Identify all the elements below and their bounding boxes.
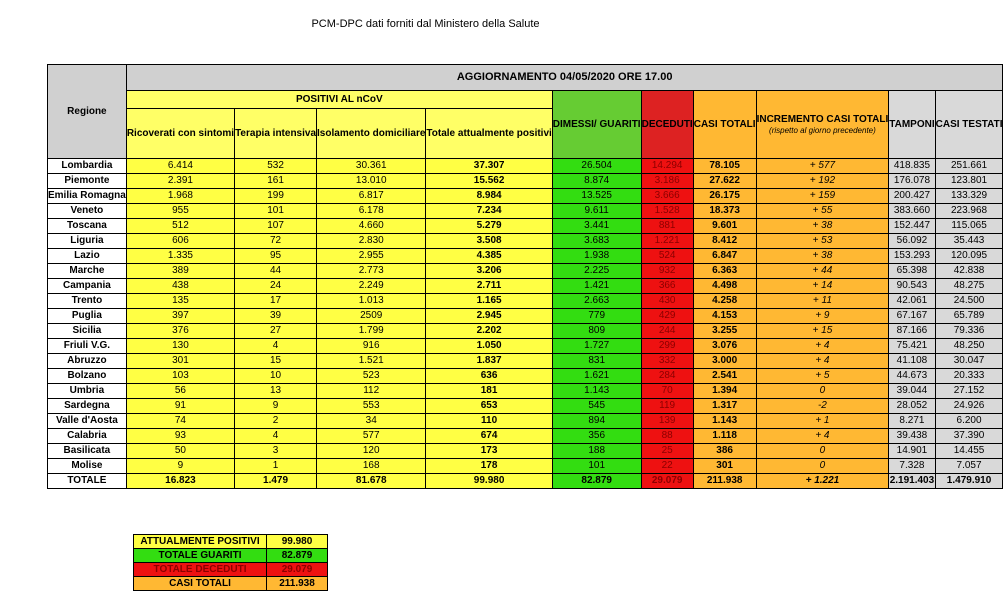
cell-tamponi: 41.108 [889,354,935,369]
cell-isolamento: 81.678 [317,474,426,489]
cell-dimessi: 3.683 [552,234,641,249]
cell-testati: 120.095 [935,249,1003,264]
cell-dimessi: 1.938 [552,249,641,264]
cell-regione: Lazio [48,249,127,264]
cell-tamponi: 7.328 [889,459,935,474]
cell-testati: 30.047 [935,354,1003,369]
cell-casi: 4.153 [693,309,756,324]
cell-terapia: 1 [235,459,317,474]
cell-incremento: + 4 [756,339,889,354]
cell-isolamento: 13.010 [317,174,426,189]
cell-casi: 2.541 [693,369,756,384]
cell-regione: Campania [48,279,127,294]
summary-label: TOTALE GUARITI [134,549,267,563]
header-incremento-sub: (rispetto al giorno precedente) [769,125,876,135]
cell-terapia: 4 [235,339,317,354]
summary-row [134,535,328,549]
cell-isolamento: 4.660 [317,219,426,234]
cell-tamponi: 418.835 [889,159,935,174]
summary-row [134,549,328,563]
cell-tamponi: 42.061 [889,294,935,309]
cell-isolamento: 916 [317,339,426,354]
cell-dimessi: 26.504 [552,159,641,174]
cell-deceduti: 22 [641,459,693,474]
cell-testati: 48.250 [935,339,1003,354]
cell-totale: 2.711 [426,279,552,294]
header-update: AGGIORNAMENTO 04/05/2020 ORE 17.00 [126,65,1003,91]
cell-deceduti: 25 [641,444,693,459]
cell-isolamento: 2.773 [317,264,426,279]
cell-ricoverati: 9 [126,459,234,474]
cell-testati: 79.336 [935,324,1003,339]
cell-totale: 5.279 [426,219,552,234]
cell-terapia: 39 [235,309,317,324]
cell-terapia: 10 [235,369,317,384]
cell-dimessi: 2.225 [552,264,641,279]
cell-casi: 18.373 [693,204,756,219]
cell-regione: Basilicata [48,444,127,459]
cell-casi: 6.847 [693,249,756,264]
cell-terapia: 2 [235,414,317,429]
cell-dimessi: 779 [552,309,641,324]
cell-totale: 674 [426,429,552,444]
cell-dimessi: 82.879 [552,474,641,489]
cell-testati: 35.443 [935,234,1003,249]
cell-totale: 636 [426,369,552,384]
header-casi-testati: CASI TESTATI [935,91,1003,159]
cell-isolamento: 1.521 [317,354,426,369]
cell-casi: 3.076 [693,339,756,354]
cell-terapia: 3 [235,444,317,459]
cell-incremento: + 1.221 [756,474,889,489]
table-row [48,174,1003,189]
cell-isolamento: 2.955 [317,249,426,264]
cell-ricoverati: 93 [126,429,234,444]
cell-terapia: 17 [235,294,317,309]
cell-terapia: 107 [235,219,317,234]
cell-terapia: 13 [235,384,317,399]
cell-ricoverati: 606 [126,234,234,249]
cell-deceduti: 366 [641,279,693,294]
cell-totale: 653 [426,399,552,414]
cell-tamponi: 44.673 [889,369,935,384]
cell-deceduti: 299 [641,339,693,354]
cell-tamponi: 176.078 [889,174,935,189]
cell-testati: 7.057 [935,459,1003,474]
cell-deceduti: 3.186 [641,174,693,189]
header-dimessi: DIMESSI/ GUARITI [552,91,641,159]
cell-testati: 1.479.910 [935,474,1003,489]
cell-incremento: + 44 [756,264,889,279]
cell-deceduti: 29.079 [641,474,693,489]
cell-deceduti: 932 [641,264,693,279]
cell-ricoverati: 50 [126,444,234,459]
cell-dimessi: 545 [552,399,641,414]
cell-incremento: + 55 [756,204,889,219]
covid-data-table [47,64,1003,489]
cell-tamponi: 200.427 [889,189,935,204]
cell-testati: 223.968 [935,204,1003,219]
cell-ricoverati: 512 [126,219,234,234]
cell-tamponi: 14.901 [889,444,935,459]
cell-regione: Abruzzo [48,354,127,369]
cell-regione: Marche [48,264,127,279]
cell-dimessi: 1.727 [552,339,641,354]
cell-incremento: + 4 [756,354,889,369]
header-ricoverati: Ricoverati con sintomi [126,109,234,159]
cell-tamponi: 90.543 [889,279,935,294]
cell-regione: Friuli V.G. [48,339,127,354]
cell-tamponi: 56.092 [889,234,935,249]
page-title: PCM-DPC dati forniti dal Ministero della Salute [311,18,540,30]
cell-terapia: 161 [235,174,317,189]
table-row [48,189,1003,204]
cell-testati: 115.065 [935,219,1003,234]
table-row [48,309,1003,324]
table-row [48,234,1003,249]
cell-isolamento: 577 [317,429,426,444]
cell-tamponi: 39.438 [889,429,935,444]
cell-regione: Trento [48,294,127,309]
cell-dimessi: 809 [552,324,641,339]
header-tamponi: TAMPONI [889,91,935,159]
cell-incremento: + 1 [756,414,889,429]
cell-deceduti: 119 [641,399,693,414]
cell-terapia: 9 [235,399,317,414]
cell-ricoverati: 16.823 [126,474,234,489]
cell-regione: Piemonte [48,174,127,189]
cell-incremento: + 38 [756,219,889,234]
cell-testati: 24.926 [935,399,1003,414]
cell-terapia: 4 [235,429,317,444]
table-row [48,159,1003,174]
cell-casi: 1.118 [693,429,756,444]
cell-testati: 24.500 [935,294,1003,309]
header-totale-positivi: Totale attualmente positivi [426,109,552,159]
cell-testati: 14.455 [935,444,1003,459]
cell-totale: 37.307 [426,159,552,174]
cell-deceduti: 244 [641,324,693,339]
cell-ricoverati: 6.414 [126,159,234,174]
cell-totale: 99.980 [426,474,552,489]
cell-totale: 4.385 [426,249,552,264]
cell-incremento: 0 [756,444,889,459]
cell-totale: 1.837 [426,354,552,369]
cell-testati: 20.333 [935,369,1003,384]
header-incremento: INCREMENTO CASI TOTALI (rispetto al giorno precedente) [756,91,889,159]
cell-terapia: 15 [235,354,317,369]
cell-dimessi: 9.611 [552,204,641,219]
cell-ricoverati: 301 [126,354,234,369]
cell-ricoverati: 955 [126,204,234,219]
cell-terapia: 95 [235,249,317,264]
cell-incremento: + 5 [756,369,889,384]
cell-totale: 7.234 [426,204,552,219]
cell-casi: 386 [693,444,756,459]
cell-totale: 173 [426,444,552,459]
cell-dimessi: 101 [552,459,641,474]
cell-ricoverati: 74 [126,414,234,429]
cell-ricoverati: 1.335 [126,249,234,264]
cell-deceduti: 429 [641,309,693,324]
header-casi-totali: CASI TOTALI [693,91,756,159]
cell-casi: 26.175 [693,189,756,204]
cell-tamponi: 65.398 [889,264,935,279]
cell-tamponi: 153.293 [889,249,935,264]
cell-regione: Sardegna [48,399,127,414]
cell-isolamento: 553 [317,399,426,414]
summary-table [133,534,328,591]
cell-tamponi: 8.271 [889,414,935,429]
cell-dimessi: 2.663 [552,294,641,309]
cell-isolamento: 168 [317,459,426,474]
cell-incremento: + 9 [756,309,889,324]
cell-tamponi: 152.447 [889,219,935,234]
cell-ricoverati: 2.391 [126,174,234,189]
cell-terapia: 532 [235,159,317,174]
cell-regione: Umbria [48,384,127,399]
cell-dimessi: 3.441 [552,219,641,234]
cell-totale: 3.508 [426,234,552,249]
cell-regione: Lombardia [48,159,127,174]
cell-isolamento: 6.178 [317,204,426,219]
cell-dimessi: 356 [552,429,641,444]
cell-isolamento: 1.013 [317,294,426,309]
cell-totale: 181 [426,384,552,399]
cell-isolamento: 30.361 [317,159,426,174]
cell-terapia: 101 [235,204,317,219]
cell-tamponi: 28.052 [889,399,935,414]
cell-casi: 1.143 [693,414,756,429]
header-regione: Regione [48,65,127,159]
cell-totale: 1.050 [426,339,552,354]
table-row [48,429,1003,444]
cell-tamponi: 75.421 [889,339,935,354]
cell-incremento: + 4 [756,429,889,444]
cell-totale: 2.945 [426,309,552,324]
cell-isolamento: 2.830 [317,234,426,249]
header-terapia: Terapia intensiva [235,109,317,159]
cell-dimessi: 188 [552,444,641,459]
cell-ricoverati: 56 [126,384,234,399]
header-deceduti: DECEDUTI [641,91,693,159]
cell-ricoverati: 103 [126,369,234,384]
table-row [48,399,1003,414]
cell-totale: 178 [426,459,552,474]
header-positivi: POSITIVI AL nCoV [126,91,552,109]
cell-isolamento: 523 [317,369,426,384]
table-row [48,384,1003,399]
cell-casi: 4.498 [693,279,756,294]
cell-casi: 211.938 [693,474,756,489]
cell-isolamento: 2.249 [317,279,426,294]
cell-dimessi: 1.143 [552,384,641,399]
summary-value: 29.079 [267,563,328,577]
cell-regione: Puglia [48,309,127,324]
cell-dimessi: 1.621 [552,369,641,384]
cell-terapia: 72 [235,234,317,249]
summary-row [134,563,328,577]
cell-incremento: 0 [756,384,889,399]
cell-deceduti: 1.528 [641,204,693,219]
table-row [48,324,1003,339]
cell-deceduti: 332 [641,354,693,369]
table-row [48,279,1003,294]
cell-totale: 110 [426,414,552,429]
cell-dimessi: 894 [552,414,641,429]
cell-ricoverati: 397 [126,309,234,324]
table-row [48,339,1003,354]
cell-ricoverati: 91 [126,399,234,414]
cell-regione: Bolzano [48,369,127,384]
cell-regione: Valle d'Aosta [48,414,127,429]
cell-terapia: 24 [235,279,317,294]
cell-casi: 1.394 [693,384,756,399]
cell-deceduti: 524 [641,249,693,264]
cell-isolamento: 34 [317,414,426,429]
cell-casi: 301 [693,459,756,474]
cell-testati: 123.801 [935,174,1003,189]
cell-deceduti: 881 [641,219,693,234]
cell-incremento: + 159 [756,189,889,204]
cell-testati: 42.838 [935,264,1003,279]
cell-tamponi: 2.191.403 [889,474,935,489]
cell-totale: 1.165 [426,294,552,309]
cell-casi: 3.255 [693,324,756,339]
cell-totale: 15.562 [426,174,552,189]
cell-incremento: 0 [756,459,889,474]
cell-incremento: + 38 [756,249,889,264]
cell-isolamento: 120 [317,444,426,459]
cell-totale: 8.984 [426,189,552,204]
cell-incremento: + 192 [756,174,889,189]
cell-totale: 3.206 [426,264,552,279]
cell-regione: Calabria [48,429,127,444]
cell-incremento: -2 [756,399,889,414]
cell-dimessi: 1.421 [552,279,641,294]
header-isolamento: Isolamento domiciliare [317,109,426,159]
cell-dimessi: 831 [552,354,641,369]
cell-ricoverati: 1.968 [126,189,234,204]
cell-casi: 6.363 [693,264,756,279]
cell-dimessi: 8.874 [552,174,641,189]
cell-deceduti: 3.666 [641,189,693,204]
cell-testati: 27.152 [935,384,1003,399]
table-row [48,294,1003,309]
summary-value: 99.980 [267,535,328,549]
cell-incremento: + 11 [756,294,889,309]
cell-isolamento: 112 [317,384,426,399]
table-row [48,459,1003,474]
cell-terapia: 27 [235,324,317,339]
cell-ricoverati: 130 [126,339,234,354]
cell-ricoverati: 438 [126,279,234,294]
cell-casi: 78.105 [693,159,756,174]
cell-isolamento: 6.817 [317,189,426,204]
cell-regione: Sicilia [48,324,127,339]
cell-deceduti: 88 [641,429,693,444]
table-row [48,204,1003,219]
cell-tamponi: 39.044 [889,384,935,399]
summary-label: TOTALE DECEDUTI [134,563,267,577]
cell-isolamento: 1.799 [317,324,426,339]
cell-deceduti: 70 [641,384,693,399]
cell-deceduti: 14.294 [641,159,693,174]
table-row [48,219,1003,234]
summary-label: ATTUALMENTE POSITIVI [134,535,267,549]
cell-casi: 3.000 [693,354,756,369]
total-row [48,474,1003,489]
table-row [48,264,1003,279]
cell-deceduti: 1.221 [641,234,693,249]
cell-terapia: 199 [235,189,317,204]
summary-row [134,577,328,591]
cell-isolamento: 2509 [317,309,426,324]
cell-casi: 8.412 [693,234,756,249]
table-row [48,354,1003,369]
cell-casi: 4.258 [693,294,756,309]
cell-testati: 6.200 [935,414,1003,429]
cell-terapia: 1.479 [235,474,317,489]
cell-testati: 133.329 [935,189,1003,204]
cell-regione: Liguria [48,234,127,249]
cell-ricoverati: 389 [126,264,234,279]
cell-incremento: + 53 [756,234,889,249]
cell-deceduti: 430 [641,294,693,309]
cell-tamponi: 87.166 [889,324,935,339]
cell-regione: TOTALE [48,474,127,489]
cell-testati: 37.390 [935,429,1003,444]
cell-casi: 1.317 [693,399,756,414]
cell-casi: 9.601 [693,219,756,234]
cell-tamponi: 67.167 [889,309,935,324]
cell-incremento: + 15 [756,324,889,339]
summary-value: 82.879 [267,549,328,563]
cell-regione: Veneto [48,204,127,219]
cell-tamponi: 383.660 [889,204,935,219]
cell-incremento: + 14 [756,279,889,294]
cell-totale: 2.202 [426,324,552,339]
cell-deceduti: 139 [641,414,693,429]
cell-ricoverati: 135 [126,294,234,309]
cell-dimessi: 13.525 [552,189,641,204]
cell-regione: Toscana [48,219,127,234]
cell-regione: Emilia Romagna [48,189,127,204]
cell-incremento: + 577 [756,159,889,174]
table-row [48,249,1003,264]
cell-testati: 65.789 [935,309,1003,324]
cell-testati: 48.275 [935,279,1003,294]
summary-value: 211.938 [267,577,328,591]
table-row [48,369,1003,384]
table-row [48,444,1003,459]
cell-regione: Molise [48,459,127,474]
cell-deceduti: 284 [641,369,693,384]
cell-terapia: 44 [235,264,317,279]
cell-ricoverati: 376 [126,324,234,339]
summary-label: CASI TOTALI [134,577,267,591]
cell-casi: 27.622 [693,174,756,189]
table-row [48,414,1003,429]
cell-testati: 251.661 [935,159,1003,174]
